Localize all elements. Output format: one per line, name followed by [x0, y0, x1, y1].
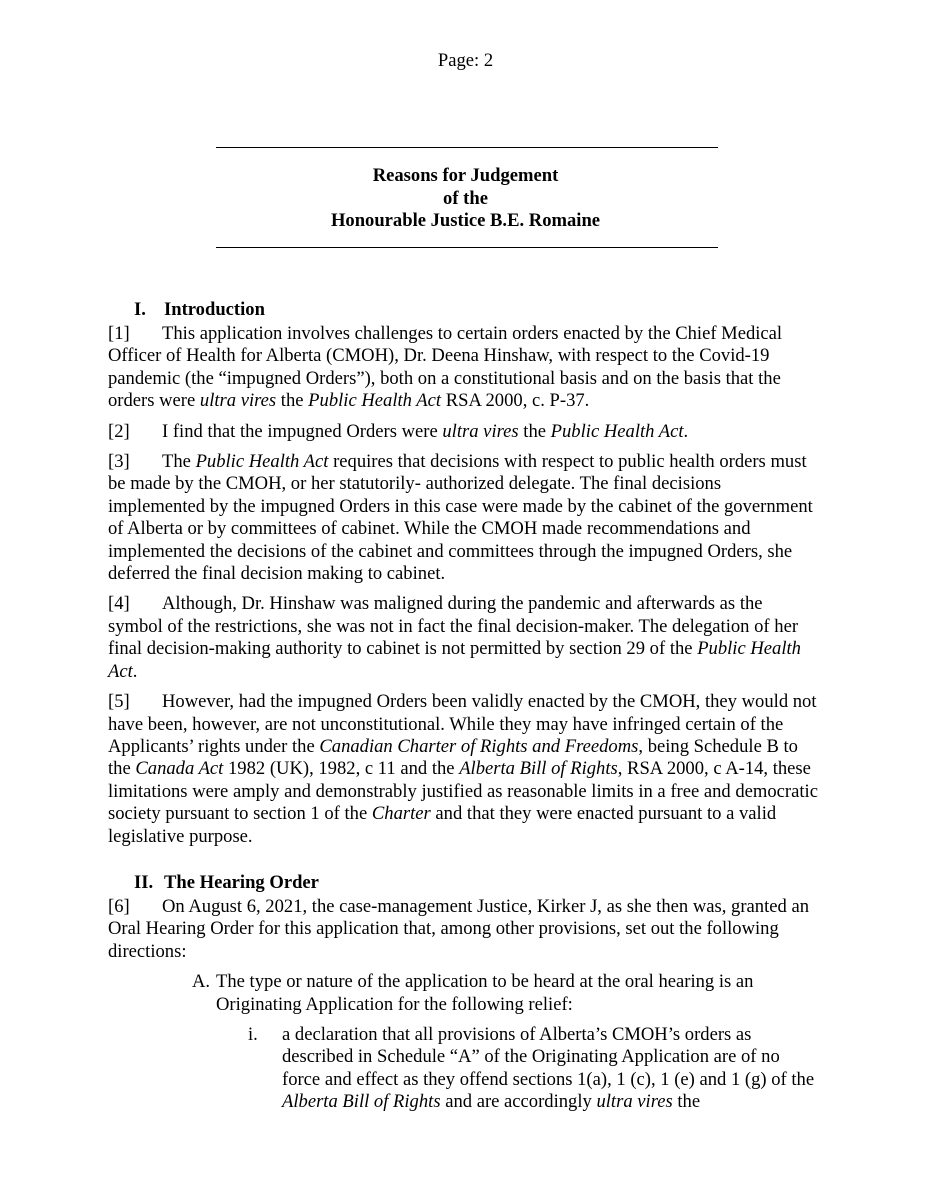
paragraph-number: [5]: [108, 691, 130, 713]
paragraph-text: Although, Dr. Hinshaw was maligned during the pandemic and afterwards as the symbol of the restrictions, she was not in fact the final decision-maker. The delegation of her final decision-making authority to cabinet is not permitted by section 29 of the: [108, 593, 799, 660]
title-line-2: of the: [443, 187, 488, 209]
list-text: and are accordingly: [440, 1091, 597, 1113]
section-spacer: [108, 856, 818, 870]
paragraph-number: [6]: [108, 895, 130, 917]
list-italic: Alberta Bill of Rights: [282, 1091, 441, 1113]
paragraph-text: the: [518, 420, 551, 442]
paragraph-number: [3]: [108, 451, 130, 473]
paragraph-text: However, had the impugned Orders been validly enacted by the CMOH, they would not have been, however, are not unconstitutional. While they may have infringed certain of the Applicants’ rights under the: [108, 691, 817, 757]
list-item-i: [248, 1024, 818, 1114]
paragraph-italic: Public Health Act: [550, 420, 684, 442]
title-line-1: Reasons for Judgement: [372, 165, 559, 186]
paragraph-italic: Public Health Act: [195, 451, 329, 473]
paragraph-text: This application involves challenges to certain orders enacted by the Chief Medical Officer of Health for Alberta (CMOH), Dr. Deena Hinshaw, with respect to the Covid-19 pandemic (the “impugned Orders”), both on a constitutional basis and on the basis that the orders were: [108, 323, 783, 412]
paragraph-text: the: [276, 390, 309, 412]
paragraph-italic: Public Health Act: [108, 638, 801, 682]
paragraph-text: 1982 (UK), 1982, c 11 and the: [223, 758, 460, 780]
page-number: Page: 2: [437, 50, 494, 71]
section-title: Introduction: [164, 299, 265, 320]
paragraph-text: On August 6, 2021, the case-management Justice, Kirker J, as she then was, granted an Oral Hearing Order for this application that, among other provisions, set out the following directions:: [108, 895, 809, 962]
paragraph-number: [1]: [108, 323, 130, 344]
section-number: II.: [134, 871, 154, 893]
paragraph-text: RSA 2000, c. P-37.: [441, 390, 590, 412]
paragraph-2: [108, 421, 818, 443]
paragraph-italic: ultra vires: [442, 420, 519, 442]
paragraph-italic: ultra vires: [199, 390, 277, 412]
paragraph-italic: Canadian Charter of Rights and Freedoms: [319, 735, 639, 757]
paragraph-text: , being Schedule B to the: [108, 735, 798, 780]
list-text: the: [672, 1091, 701, 1113]
paragraph-number: [4]: [108, 593, 130, 615]
section-heading-hearing-order: [108, 870, 818, 896]
section-title: The Hearing Order: [164, 871, 319, 893]
list-label: i.: [248, 1023, 258, 1045]
paragraph-text: I find that the impugned Orders were: [162, 420, 443, 442]
paragraph-italic: Public Health Act: [308, 390, 442, 412]
paragraph-italic: Alberta Bill of Rights: [459, 758, 618, 780]
paragraph-text: requires that decisions with respect to public health orders must be made by the CMOH, or her statutorily- authorized delegate. The final decisions implemented by the impugned Orders in this case were made by the cabinet of the government of Alberta or by committees of cabinet. While the CMOH made recommendations and implemented the decisions of the cabinet and committees through the impugned Orders, she deferred the final decision making to cabinet.: [108, 451, 813, 585]
list-item-a: [192, 971, 818, 1016]
document-body: [108, 297, 818, 1114]
judgement-title: [0, 165, 931, 233]
paragraph-text: .: [132, 660, 138, 682]
paragraph-number: [2]: [108, 420, 130, 442]
paragraph-italic: Canada Act: [135, 758, 224, 780]
list-text: The type or nature of the application to be heard at the oral hearing is an Originating Application for the following relief:: [216, 971, 754, 1015]
title-rule-top: [216, 147, 718, 148]
paragraph-italic: Charter: [371, 803, 431, 825]
list-text: a declaration that all provisions of Alberta’s CMOH’s orders as described in Schedule “A” of the Originating Application are of no force and effect as they offend sections 1(a), 1 (c), 1 (e) and 1 (g) of the: [282, 1023, 815, 1090]
paragraph-text: .: [683, 420, 689, 442]
paragraph-1: [108, 323, 818, 413]
list-label: A.: [192, 971, 211, 993]
title-line-3: Honourable Justice B.E. Romaine: [330, 210, 601, 232]
paragraph-text: , RSA 2000, c A-14, these limitations were amply and demonstrably justified as reasonable limits in a free and democratic society pursuant to section 1 of the: [108, 758, 818, 825]
paragraph-5: [108, 691, 818, 848]
list-italic: ultra vires: [596, 1091, 673, 1113]
section-heading-introduction: [108, 297, 818, 323]
paragraph-3: [108, 451, 818, 585]
paragraph-6: [108, 896, 818, 963]
title-rule-bottom: [216, 247, 718, 248]
paragraph-4: [108, 593, 818, 683]
paragraph-text: and that they were enacted pursuant to a valid legislative purpose.: [108, 803, 777, 847]
paragraph-text: The: [162, 451, 196, 473]
section-number: I.: [134, 299, 146, 320]
